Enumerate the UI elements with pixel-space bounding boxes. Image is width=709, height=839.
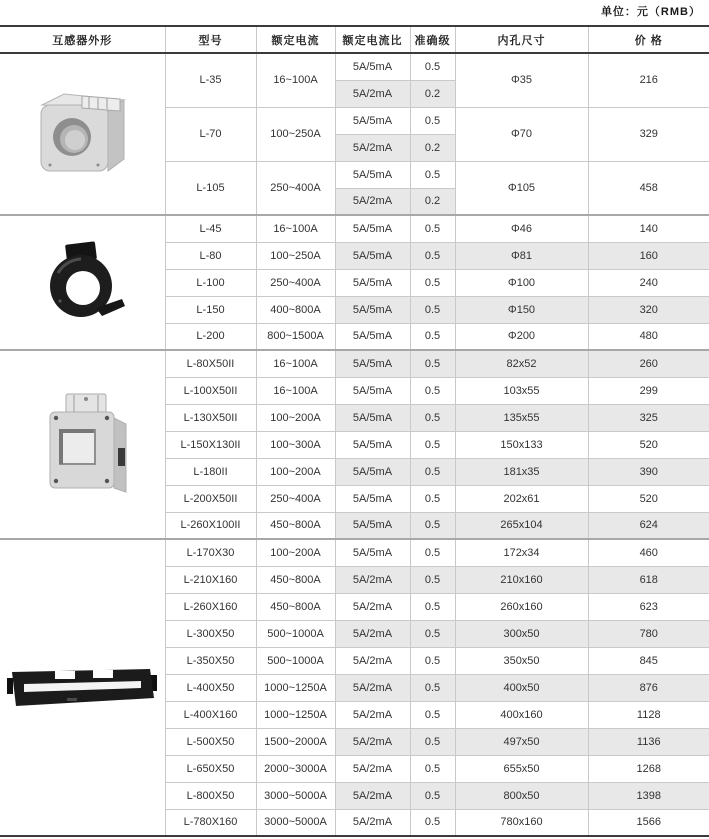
hole-size-cell: Φ70	[455, 107, 588, 161]
model-cell: L-100	[165, 269, 256, 296]
rated-current-cell: 100~200A	[256, 458, 335, 485]
current-ratio-cell: 5A/2mA	[335, 755, 410, 782]
price-cell: 1136	[588, 728, 709, 755]
price-cell: 876	[588, 674, 709, 701]
column-header: 额定电流比	[335, 26, 410, 53]
accuracy-class-cell: 0.5	[410, 350, 455, 377]
column-header: 互感器外形	[0, 26, 165, 53]
hole-size-cell: 300x50	[455, 620, 588, 647]
model-cell: L-300X50	[165, 620, 256, 647]
hole-size-cell: 202x61	[455, 485, 588, 512]
model-cell: L-260X160	[165, 593, 256, 620]
table-body	[0, 53, 709, 836]
price-cell: 460	[588, 539, 709, 566]
price-cell: 260	[588, 350, 709, 377]
rated-current-cell: 16~100A	[256, 377, 335, 404]
rated-current-cell: 400~800A	[256, 296, 335, 323]
accuracy-class-cell: 0.2	[410, 134, 455, 161]
hole-size-cell: 497x50	[455, 728, 588, 755]
accuracy-class-cell: 0.5	[410, 107, 455, 134]
model-cell: L-800X50	[165, 782, 256, 809]
rated-current-cell: 1000~1250A	[256, 701, 335, 728]
square-frame-transformer-photo	[2, 382, 163, 508]
price-cell: 329	[588, 107, 709, 161]
table-row	[0, 350, 709, 377]
hole-size-cell: 400x50	[455, 674, 588, 701]
accuracy-class-cell: 0.5	[410, 782, 455, 809]
model-cell: L-650X50	[165, 755, 256, 782]
column-header: 型号	[165, 26, 256, 53]
price-cell: 299	[588, 377, 709, 404]
current-ratio-cell: 5A/5mA	[335, 161, 410, 188]
rated-current-cell: 450~800A	[256, 566, 335, 593]
current-ratio-cell: 5A/2mA	[335, 134, 410, 161]
box-transformer-drawing	[26, 75, 138, 193]
current-ratio-cell: 5A/2mA	[335, 782, 410, 809]
accuracy-class-cell: 0.5	[410, 728, 455, 755]
model-cell: L-260X100II	[165, 512, 256, 539]
table-row	[0, 53, 709, 80]
hole-size-cell: 82x52	[455, 350, 588, 377]
current-ratio-cell: 5A/5mA	[335, 242, 410, 269]
hole-size-cell: Φ100	[455, 269, 588, 296]
column-header: 内孔尺寸	[455, 26, 588, 53]
rated-current-cell: 3000~5000A	[256, 782, 335, 809]
current-ratio-cell: 5A/5mA	[335, 485, 410, 512]
accuracy-class-cell: 0.5	[410, 431, 455, 458]
model-cell: L-45	[165, 215, 256, 242]
accuracy-class-cell: 0.5	[410, 323, 455, 350]
current-ratio-cell: 5A/2mA	[335, 728, 410, 755]
hole-size-cell: Φ35	[455, 53, 588, 107]
accuracy-class-cell: 0.5	[410, 593, 455, 620]
accuracy-class-cell: 0.5	[410, 404, 455, 431]
model-cell: L-100X50II	[165, 377, 256, 404]
rated-current-cell: 16~100A	[256, 215, 335, 242]
price-cell: 520	[588, 431, 709, 458]
header-row	[0, 26, 709, 53]
current-ratio-cell: 5A/2mA	[335, 188, 410, 215]
accuracy-class-cell: 0.5	[410, 701, 455, 728]
column-header: 准确级	[410, 26, 455, 53]
hole-size-cell: Φ105	[455, 161, 588, 215]
model-cell: L-150X130II	[165, 431, 256, 458]
hole-size-cell: 135x55	[455, 404, 588, 431]
hole-size-cell: 150x133	[455, 431, 588, 458]
rated-current-cell: 800~1500A	[256, 323, 335, 350]
current-ratio-cell: 5A/2mA	[335, 647, 410, 674]
price-cell: 520	[588, 485, 709, 512]
model-cell: L-80X50II	[165, 350, 256, 377]
long-bar-transformer-drawing	[7, 661, 157, 715]
rated-current-cell: 250~400A	[256, 269, 335, 296]
price-cell: 216	[588, 53, 709, 107]
accuracy-class-cell: 0.5	[410, 53, 455, 80]
rated-current-cell: 2000~3000A	[256, 755, 335, 782]
rated-current-cell: 100~200A	[256, 404, 335, 431]
accuracy-class-cell: 0.5	[410, 161, 455, 188]
model-cell: L-400X50	[165, 674, 256, 701]
accuracy-class-cell: 0.5	[410, 215, 455, 242]
model-cell: L-35	[165, 53, 256, 107]
price-cell: 160	[588, 242, 709, 269]
price-cell: 325	[588, 404, 709, 431]
rated-current-cell: 100~250A	[256, 107, 335, 161]
rated-current-cell: 1000~1250A	[256, 674, 335, 701]
column-header: 额定电流	[256, 26, 335, 53]
price-cell: 240	[588, 269, 709, 296]
accuracy-class-cell: 0.5	[410, 809, 455, 836]
rated-current-cell: 1500~2000A	[256, 728, 335, 755]
product-image-cell	[0, 215, 165, 350]
model-cell: L-70	[165, 107, 256, 161]
accuracy-class-cell: 0.5	[410, 674, 455, 701]
accuracy-class-cell: 0.5	[410, 269, 455, 296]
rated-current-cell: 500~1000A	[256, 647, 335, 674]
hole-size-cell: Φ81	[455, 242, 588, 269]
round-hole-box-transformer-photo	[2, 75, 163, 193]
price-cell: 1398	[588, 782, 709, 809]
model-cell: L-500X50	[165, 728, 256, 755]
accuracy-class-cell: 0.2	[410, 80, 455, 107]
price-cell: 320	[588, 296, 709, 323]
hole-size-cell: Φ200	[455, 323, 588, 350]
price-cell: 780	[588, 620, 709, 647]
model-cell: L-80	[165, 242, 256, 269]
current-ratio-cell: 5A/5mA	[335, 539, 410, 566]
model-cell: L-180II	[165, 458, 256, 485]
model-cell: L-150	[165, 296, 256, 323]
current-ratio-cell: 5A/5mA	[335, 350, 410, 377]
current-ratio-cell: 5A/5mA	[335, 377, 410, 404]
current-ratio-cell: 5A/5mA	[335, 458, 410, 485]
column-header: 价 格	[588, 26, 709, 53]
hole-size-cell: 265x104	[455, 512, 588, 539]
hole-size-cell: 181x35	[455, 458, 588, 485]
price-cell: 618	[588, 566, 709, 593]
unit-note: 单位：元（RMB）	[600, 6, 701, 18]
price-cell: 390	[588, 458, 709, 485]
current-ratio-cell: 5A/2mA	[335, 620, 410, 647]
hole-size-cell: 400x160	[455, 701, 588, 728]
hole-size-cell: Φ46	[455, 215, 588, 242]
current-ratio-cell: 5A/5mA	[335, 215, 410, 242]
model-cell: L-105	[165, 161, 256, 215]
hole-size-cell: 655x50	[455, 755, 588, 782]
current-ratio-cell: 5A/2mA	[335, 701, 410, 728]
accuracy-class-cell: 0.5	[410, 512, 455, 539]
current-ratio-cell: 5A/5mA	[335, 404, 410, 431]
rated-current-cell: 3000~5000A	[256, 809, 335, 836]
hole-size-cell: 172x34	[455, 539, 588, 566]
accuracy-class-cell: 0.5	[410, 458, 455, 485]
accuracy-class-cell: 0.5	[410, 539, 455, 566]
current-ratio-cell: 5A/5mA	[335, 512, 410, 539]
current-ratio-cell: 5A/5mA	[335, 431, 410, 458]
toroidal-ring-transformer-photo	[2, 235, 163, 331]
model-cell: L-780X160	[165, 809, 256, 836]
current-ratio-cell: 5A/2mA	[335, 80, 410, 107]
price-cell: 458	[588, 161, 709, 215]
rated-current-cell: 100~300A	[256, 431, 335, 458]
model-cell: L-130X50II	[165, 404, 256, 431]
price-cell: 140	[588, 215, 709, 242]
current-ratio-cell: 5A/2mA	[335, 593, 410, 620]
table-row	[0, 215, 709, 242]
price-cell: 624	[588, 512, 709, 539]
busbar-slot-transformer-photo	[2, 661, 163, 715]
product-image-cell	[0, 350, 165, 539]
accuracy-class-cell: 0.5	[410, 620, 455, 647]
accuracy-class-cell: 0.5	[410, 296, 455, 323]
accuracy-class-cell: 0.5	[410, 377, 455, 404]
price-cell: 1566	[588, 809, 709, 836]
current-ratio-cell: 5A/5mA	[335, 107, 410, 134]
rated-current-cell: 100~250A	[256, 242, 335, 269]
current-ratio-cell: 5A/5mA	[335, 53, 410, 80]
price-cell: 1268	[588, 755, 709, 782]
model-cell: L-200	[165, 323, 256, 350]
product-image-cell	[0, 539, 165, 836]
rated-current-cell: 450~800A	[256, 512, 335, 539]
accuracy-class-cell: 0.5	[410, 566, 455, 593]
price-cell: 1128	[588, 701, 709, 728]
model-cell: L-350X50	[165, 647, 256, 674]
rated-current-cell: 16~100A	[256, 53, 335, 107]
hole-size-cell: 260x160	[455, 593, 588, 620]
accuracy-class-cell: 0.5	[410, 755, 455, 782]
rated-current-cell: 450~800A	[256, 593, 335, 620]
current-ratio-cell: 5A/5mA	[335, 323, 410, 350]
current-ratio-cell: 5A/2mA	[335, 566, 410, 593]
current-ratio-cell: 5A/2mA	[335, 674, 410, 701]
hole-size-cell: 350x50	[455, 647, 588, 674]
price-cell: 480	[588, 323, 709, 350]
rated-current-cell: 100~200A	[256, 539, 335, 566]
accuracy-class-cell: 0.2	[410, 188, 455, 215]
price-cell: 623	[588, 593, 709, 620]
current-ratio-cell: 5A/2mA	[335, 809, 410, 836]
model-cell: L-200X50II	[165, 485, 256, 512]
hole-size-cell: 210x160	[455, 566, 588, 593]
product-image-cell	[0, 53, 165, 215]
table-row	[0, 539, 709, 566]
current-ratio-cell: 5A/5mA	[335, 269, 410, 296]
model-cell: L-170X30	[165, 539, 256, 566]
accuracy-class-cell: 0.5	[410, 485, 455, 512]
rated-current-cell: 250~400A	[256, 485, 335, 512]
toroid-transformer-drawing	[36, 235, 128, 331]
rated-current-cell: 16~100A	[256, 350, 335, 377]
accuracy-class-cell: 0.5	[410, 647, 455, 674]
hole-size-cell: Φ150	[455, 296, 588, 323]
rated-current-cell: 250~400A	[256, 161, 335, 215]
model-cell: L-210X160	[165, 566, 256, 593]
price-cell: 845	[588, 647, 709, 674]
hole-size-cell: 800x50	[455, 782, 588, 809]
transformer-price-table	[0, 25, 709, 837]
accuracy-class-cell: 0.5	[410, 242, 455, 269]
hole-size-cell: 103x55	[455, 377, 588, 404]
hole-size-cell: 780x160	[455, 809, 588, 836]
current-ratio-cell: 5A/5mA	[335, 296, 410, 323]
model-cell: L-400X160	[165, 701, 256, 728]
rated-current-cell: 500~1000A	[256, 620, 335, 647]
square-frame-transformer-drawing	[34, 382, 130, 508]
